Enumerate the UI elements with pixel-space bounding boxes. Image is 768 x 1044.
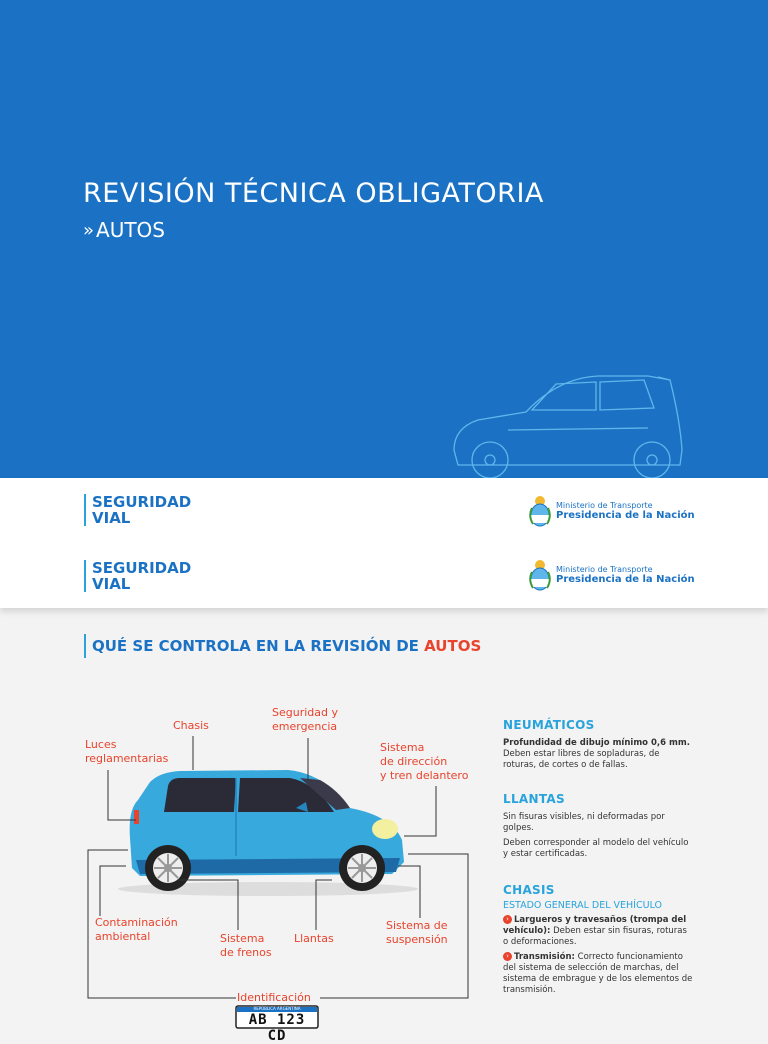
info-neumaticos: [503, 718, 693, 771]
plate-number: AB 123 CD: [248, 1012, 306, 1044]
label-seguridad-line2: emergencia: [272, 720, 338, 733]
label-contaminacion-line1: Contaminación: [95, 916, 178, 929]
front-wheel: [339, 845, 385, 891]
label-seguridad: [272, 706, 338, 734]
chasis-title: CHASIS: [503, 883, 555, 897]
label-direccion-line3: y tren delantero: [380, 769, 469, 782]
bullet-icon: ›: [503, 915, 512, 924]
ministry-small-text: Ministerio de Transporte: [556, 501, 653, 510]
label-frenos-line1: Sistema: [220, 932, 265, 945]
label-direccion-line1: Sistema: [380, 741, 425, 754]
chasis-item2-text: Correcto funcionamiento del sistema de selección de marchas, del sistema de embrague y de los elementos de transmisión.: [503, 952, 693, 995]
cover-subtitle-text: AUTOS: [96, 218, 165, 242]
label-chasis: Chasis: [173, 719, 209, 732]
car-taillight: [134, 810, 139, 824]
section-title-prefix: QUÉ SE CONTROLA EN LA REVISIÓN DE: [92, 637, 425, 655]
chasis-subtitle: ESTADO GENERAL DEL VEHÍCULO: [503, 900, 663, 911]
car-headlight: [372, 819, 398, 839]
label-llantas: Llantas: [294, 932, 334, 945]
label-identificacion: Identificación: [237, 991, 311, 1004]
neumaticos-bold: Profundidad de dibujo mínimo 0,6 mm.: [503, 738, 690, 748]
label-suspension-line2: suspensión: [386, 933, 448, 946]
section-title-accent: AUTOS: [424, 637, 482, 655]
chasis-item1-bold: Largueros y travesaños (trompa del vehículo):: [503, 915, 687, 936]
llantas-title: LLANTAS: [503, 792, 565, 806]
brand-line-1: SEGURIDAD: [92, 559, 192, 577]
label-contaminacion-line2: ambiental: [95, 930, 151, 943]
brand-line-1: SEGURIDAD: [92, 493, 192, 511]
label-contaminacion: [95, 916, 178, 944]
label-luces-line2: reglamentarias: [85, 752, 169, 765]
rear-wheel: [145, 845, 191, 891]
label-frenos: [220, 932, 272, 960]
label-direccion: [380, 741, 468, 783]
chasis-item-1: [503, 915, 693, 948]
cover-title: REVISIÓN TÉCNICA OBLIGATORIA: [83, 178, 544, 209]
car-window-rear: [164, 778, 236, 812]
neumaticos-text: Deben estar libres de sopladuras, de roturas, de cortes o de fallas.: [503, 749, 660, 770]
label-direccion-line2: de dirección: [380, 755, 448, 768]
chasis-item-2: [503, 952, 693, 996]
brand-line-2: VIAL: [92, 575, 131, 593]
label-frenos-line2: de frenos: [220, 946, 272, 959]
label-suspension-line1: Sistema de: [386, 919, 448, 932]
ministry-big-text: Presidencia de la Nación: [556, 510, 695, 521]
llantas-p1: Sin fisuras visibles, ni deformadas por golpes.: [503, 812, 665, 833]
neumaticos-title: NEUMÁTICOS: [503, 718, 595, 732]
brand-line-2: VIAL: [92, 509, 131, 527]
info-chasis: [503, 883, 693, 996]
ministry-small-text: Ministerio de Transporte: [556, 565, 653, 574]
llantas-p2: Deben corresponder al modelo del vehículo y estar certificadas.: [503, 838, 689, 859]
chasis-item2-bold: Transmisión:: [514, 952, 575, 962]
bullet-icon: ›: [503, 952, 512, 961]
neumaticos-body: [503, 738, 693, 771]
label-luces: [85, 738, 168, 766]
label-luces-line1: Luces: [85, 738, 117, 751]
label-seguridad-line1: Seguridad y: [272, 706, 338, 719]
label-suspension: [386, 919, 448, 947]
chasis-item1-text: Deben estar sin fisuras, roturas o deformaciones.: [503, 926, 687, 947]
plate-header: REPÚBLICA ARGENTINA: [253, 1006, 301, 1011]
info-llantas: [503, 792, 693, 860]
double-chevron-icon: »: [83, 219, 89, 241]
ministry-big-text: Presidencia de la Nación: [556, 574, 695, 585]
